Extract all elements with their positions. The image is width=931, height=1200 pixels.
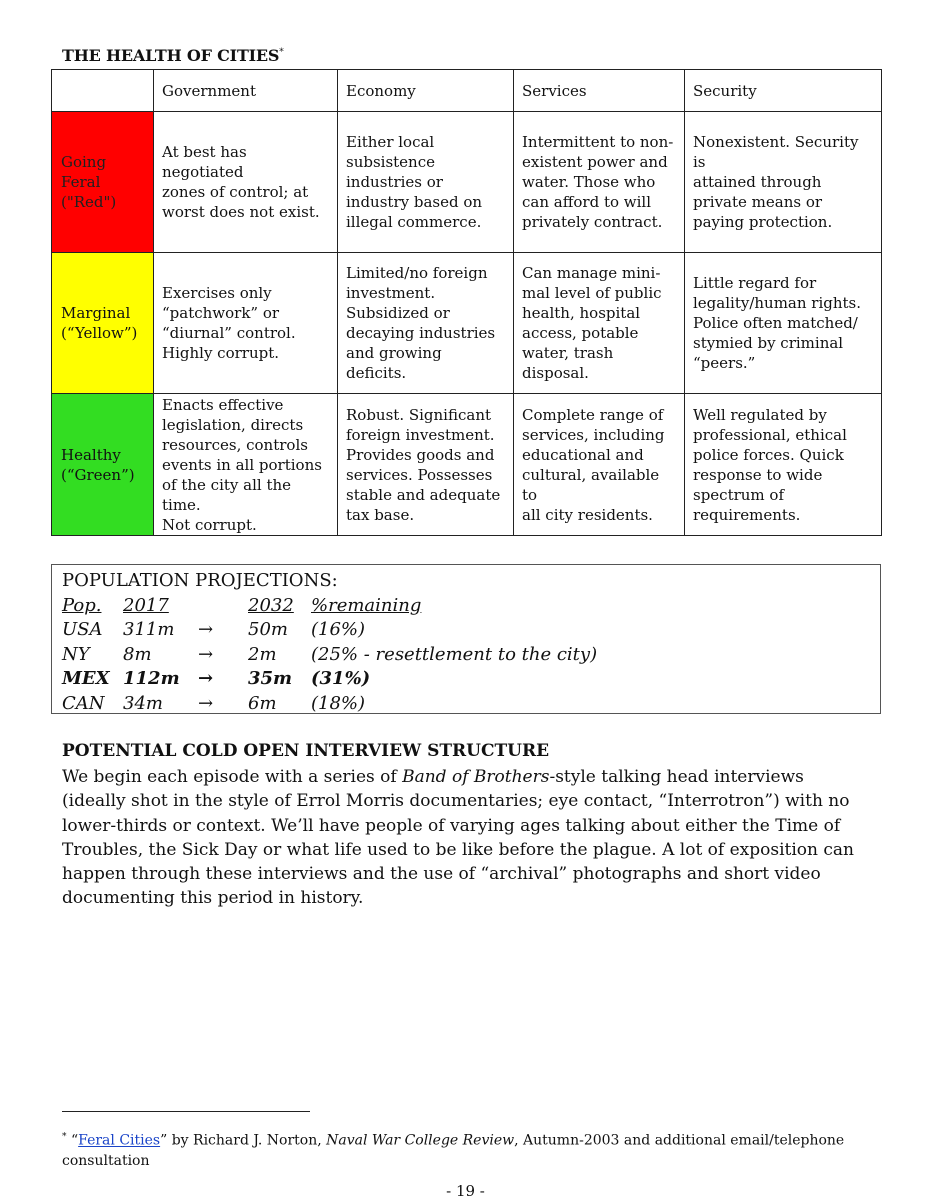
cell-line: attained through	[693, 173, 822, 191]
cell-line: response to wide	[693, 465, 823, 484]
cell-line: privately contract.	[522, 213, 663, 231]
security-cell	[685, 394, 882, 536]
cell-line: “patchwork” or	[162, 304, 280, 322]
value-2032: 35m	[248, 668, 293, 689]
cell-line: investment.	[346, 284, 436, 302]
feral-cities-link[interactable]: Feral Cities	[78, 1132, 161, 1149]
government-cell	[154, 253, 338, 394]
cell-line: Robust. Significant	[346, 405, 492, 424]
cell-line: Limited/no foreign	[346, 264, 488, 282]
paragraph-line: documenting this period in history.	[62, 888, 364, 909]
page-number: - 19 -	[446, 1182, 485, 1200]
cell-line: disposal.	[522, 364, 589, 382]
cell-line: Enacts effective	[162, 395, 284, 414]
cell-line: Exercises only	[162, 284, 272, 302]
cell-line: Provides goods and	[346, 445, 495, 464]
cell-line: tax base.	[346, 505, 415, 524]
level-cell-going-feral	[52, 112, 154, 253]
paragraph-line: Troubles, the Sick Day or what life used to be like before the plague. A lot of exposition can	[62, 839, 854, 860]
header-pop: Pop.	[62, 594, 102, 616]
cell-line: Subsidized or	[346, 304, 450, 322]
cell-line: educational and	[522, 445, 644, 464]
population-header-row	[62, 594, 880, 619]
security-cell	[685, 112, 882, 253]
table-row-yellow	[52, 253, 882, 394]
cell-line: legislation, directs	[162, 415, 304, 434]
percent-remaining: (18%)	[311, 692, 366, 714]
cell-line: industry based on	[346, 193, 483, 211]
value-2017: 311m	[123, 619, 175, 640]
footnote-line2: consultation	[62, 1152, 150, 1169]
services-cell	[514, 394, 685, 536]
economy-cell	[338, 394, 514, 536]
cell-line: (“Green”)	[61, 465, 135, 484]
footnote: * “Feral Cities” by Richard J. Norton, Naval War College Review, Autumn-2003 and additional email/telephone consultation	[62, 1132, 845, 1169]
cold-open-heading: POTENTIAL COLD OPEN INTERVIEW STRUCTURE	[62, 741, 550, 761]
level-cell-marginal	[52, 253, 154, 394]
header-cell-government: Government	[154, 70, 338, 112]
percent-remaining: (16%)	[311, 619, 366, 640]
cell-line: access, potable	[522, 324, 639, 342]
cell-line: paying protection.	[693, 213, 833, 231]
show-title-italic: Band of Brothers	[402, 767, 550, 787]
cell-line: Either local	[346, 133, 435, 151]
cell-line: legality/human rights.	[693, 294, 862, 312]
cell-line: cultural, available to	[522, 465, 660, 504]
cell-line: “diurnal” control.	[162, 324, 296, 342]
value-2017: 112m	[123, 668, 180, 689]
cell-line: and growing deficits.	[346, 344, 442, 382]
cell-line: mal level of public	[522, 284, 662, 302]
cell-line: can afford to will	[522, 193, 652, 211]
cell-line: services, including	[522, 425, 665, 444]
government-cell	[154, 394, 338, 536]
cell-line: ("Red")	[61, 193, 117, 211]
cell-line: police forces. Quick	[693, 445, 844, 464]
table-header-row	[52, 70, 882, 112]
health-table-title: THE HEALTH OF CITIES*	[62, 46, 284, 65]
footnote-marker: *	[62, 1132, 67, 1142]
header-cell-empty	[52, 70, 154, 112]
percent-remaining: (25% - resettlement to the city)	[311, 643, 598, 665]
cell-line: water. Those who	[522, 173, 656, 191]
cell-line: Marginal	[61, 304, 131, 322]
services-cell	[514, 253, 685, 394]
cell-line: water, trash	[522, 344, 614, 362]
value-2032: 2m	[248, 643, 277, 665]
population-projections-box	[51, 564, 881, 714]
cell-line: services. Possesses	[346, 465, 493, 484]
journal-title: Naval War College Review	[326, 1132, 515, 1149]
cell-line: health, hospital	[522, 304, 641, 322]
value-2032: 6m	[248, 692, 277, 714]
cell-line: Well regulated by	[693, 405, 827, 424]
population-row-mex	[62, 667, 880, 692]
cell-line: Feral	[61, 173, 101, 191]
country: CAN	[62, 692, 105, 714]
value-2032: 50m	[248, 619, 288, 640]
value-2017: 8m	[123, 643, 152, 665]
health-of-cities-table	[51, 69, 882, 536]
cell-line: events in all portions	[162, 455, 322, 474]
table-row-green	[52, 394, 882, 536]
cold-open-paragraph	[62, 765, 877, 911]
level-cell-healthy	[52, 394, 154, 536]
paragraph-line: We begin each episode with a series of Band of Brothers-style talking head interviews	[62, 767, 804, 787]
government-cell	[154, 112, 338, 253]
cell-line: professional, ethical	[693, 425, 847, 444]
cell-line: Highly corrupt.	[162, 344, 280, 362]
table-row-red	[52, 112, 882, 253]
cell-line: decaying industries	[346, 324, 496, 342]
cell-line: Nonexistent. Security is	[693, 133, 859, 171]
population-row-can	[62, 692, 880, 717]
cell-line: foreign investment.	[346, 425, 495, 444]
country: MEX	[62, 668, 110, 689]
services-cell	[514, 112, 685, 253]
cell-line: zones of control; at	[162, 183, 309, 201]
cell-line: At best has negotiated	[162, 143, 247, 181]
cell-line: “peers.”	[693, 354, 756, 372]
cell-line: Complete range of	[522, 405, 664, 424]
cell-line: stable and adequate	[346, 485, 501, 504]
cell-line: of the city all the time.	[162, 475, 292, 514]
cell-line: all city residents.	[522, 505, 653, 524]
population-row-usa	[62, 618, 880, 643]
percent-remaining: (31%)	[311, 668, 371, 689]
cell-line: spectrum of	[693, 485, 785, 504]
header-cell-security: Security	[685, 70, 882, 112]
cell-line: stymied by criminal	[693, 334, 844, 352]
cell-line: Healthy	[61, 445, 121, 464]
cell-line: worst does not exist.	[162, 203, 320, 221]
economy-cell	[338, 253, 514, 394]
cell-line: (“Yellow”)	[61, 324, 138, 342]
arrow-icon: →	[198, 692, 214, 714]
footnote-marker: *	[279, 47, 284, 58]
country: USA	[62, 619, 103, 640]
cell-line: private means or	[693, 193, 823, 211]
cell-line: illegal commerce.	[346, 213, 482, 231]
population-title: POPULATION PROJECTIONS:	[62, 570, 338, 591]
cell-line: resources, controls	[162, 435, 308, 454]
cell-line: Intermittent to non-	[522, 133, 674, 151]
arrow-icon: →	[198, 619, 214, 640]
cell-line: Going	[61, 153, 107, 171]
arrow-icon: →	[198, 643, 214, 665]
cell-line: Little regard for	[693, 274, 817, 292]
cell-line: subsistence	[346, 153, 435, 171]
paragraph-line: lower-thirds or context. We’ll have people of varying ages talking about either the Time of	[62, 815, 841, 836]
cell-line: Police often matched/	[693, 314, 858, 332]
economy-cell	[338, 112, 514, 253]
header-2032: 2032	[248, 594, 294, 616]
footnote-divider	[62, 1111, 310, 1112]
population-row-ny	[62, 643, 880, 668]
paragraph-line: (ideally shot in the style of Errol Morris documentaries; eye contact, “Interrotron”) with no	[62, 791, 850, 812]
header-remaining: %remaining	[311, 594, 422, 616]
security-cell	[685, 253, 882, 394]
header-cell-services: Services	[514, 70, 685, 112]
cell-line: industries or	[346, 173, 443, 191]
value-2017: 34m	[123, 692, 163, 714]
arrow-icon: →	[198, 668, 214, 689]
paragraph-line: happen through these interviews and the use of “archival” photographs and short video	[62, 864, 821, 885]
cell-line: requirements.	[693, 505, 801, 524]
cell-line: existent power and	[522, 153, 668, 171]
header-2017: 2017	[123, 594, 169, 616]
header-cell-economy: Economy	[338, 70, 514, 112]
country: NY	[62, 643, 90, 665]
cell-line: Not corrupt.	[162, 515, 257, 534]
cell-line: Can manage mini-	[522, 264, 661, 282]
